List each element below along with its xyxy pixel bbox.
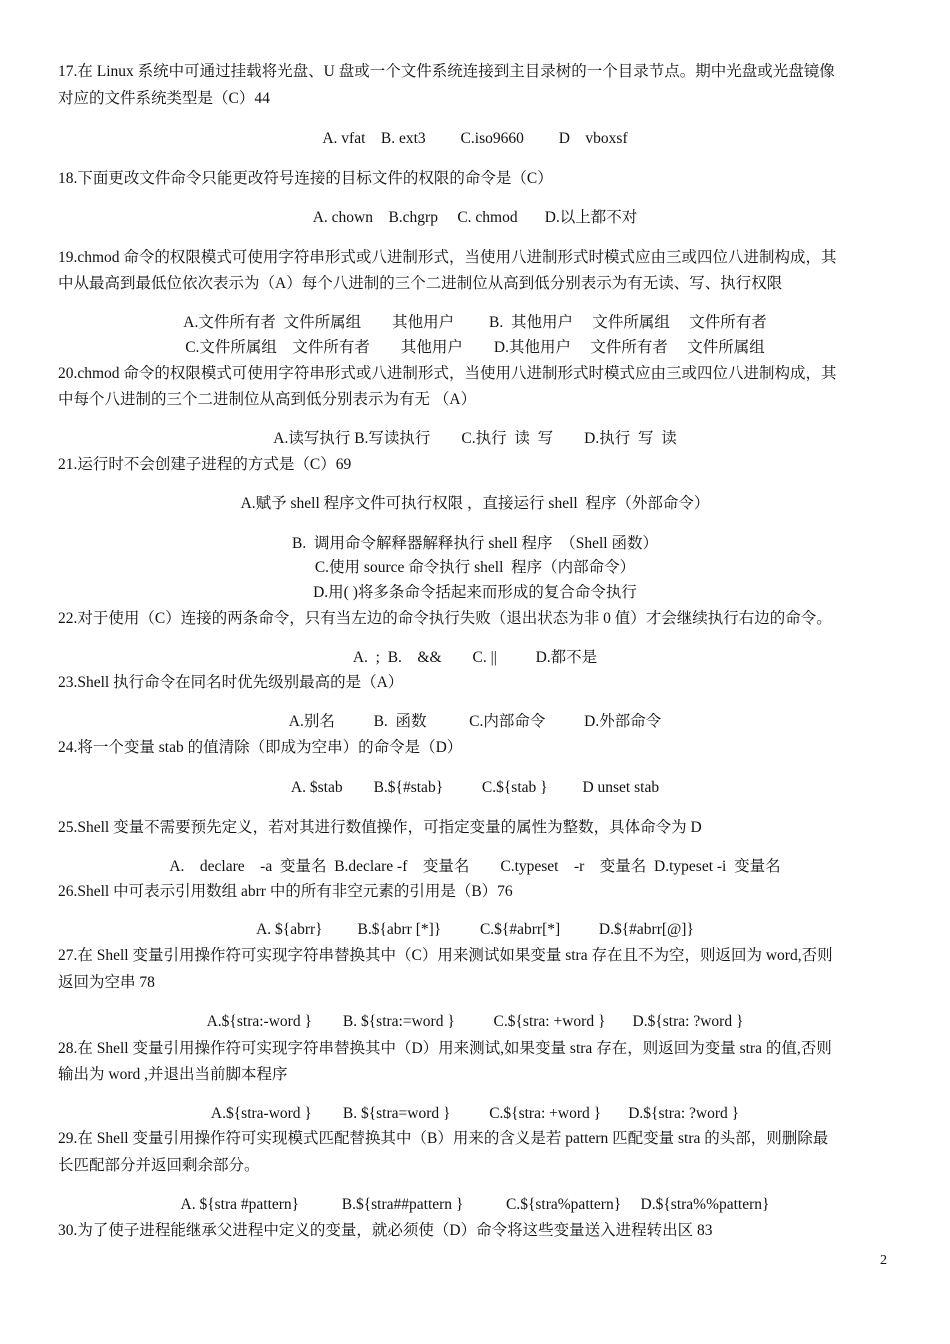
question-27-options: A.${stra:-word } B. ${stra:=word } C.${stra: +word } D.${stra: ?word } [206,1013,744,1030]
question-20-options: A.读写执行 B.写读执行 C.执行 读 写 D.执行 写 读 [273,430,677,447]
question-21: 21.运行时不会创建子进程的方式是（C）69 [58,456,352,473]
question-29-line-1: 29.在 Shell 变量引用操作符可实现模式匹配替换其中（B）用来的含义是若 pattern 匹配变量 stra 的头部，则删除最 [58,1130,829,1147]
question-23-options: A.别名 B. 函数 C.内部命令 D.外部命令 [288,713,662,730]
question-28-line-2: 输出为 word ,并退出当前脚本程序 [58,1066,288,1083]
question-22: 22.对于使用（C）连接的两条命令，只有当左边的命令执行失败（退出状态为非 0 值）才会继续执行右边的命令。 [58,610,832,627]
question-17-line-1: 17.在 Linux 系统中可通过挂载将光盘、U 盘或一个文件系统连接到主目录树的一个目录节点。期中光盘或光盘镜像 [58,63,835,80]
question-19-line-2: 中从最高到最低位依次表示为（A）每个八进制的三个二进制位从高到低分别表示为有无读、写、执行权限 [58,275,783,292]
question-22-options: A. ; B. && C. || D.都不是 [352,649,598,666]
question-17-line-2: 对应的文件系统类型是（C）44 [58,90,270,107]
question-21-option-d: D.用( )将多条命令括起来而形成的复合命令执行 [313,584,637,601]
question-30: 30.为了使子进程能继承父进程中定义的变量，就必须使（D）命令将这些变量送入进程转出区 83 [58,1222,713,1239]
question-25: 25.Shell 变量不需要预先定义，若对其进行数值操作，可指定变量的属性为整数，具体命令为 D [58,819,702,836]
question-29-options: A. ${stra #pattern} B.${stra##pattern } C.${stra%pattern} D.${stra%%pattern} [180,1196,770,1213]
question-28-line-1: 28.在 Shell 变量引用操作符可实现字符串替换其中（D）用来测试,如果变量 stra 存在，则返回为变量 stra 的值,否则 [58,1040,832,1057]
question-20-line-1: 20.chmod 命令的权限模式可使用字符串形式或八进制形式，当使用八进制形式时模式应由三或四位八进制构成，其 [58,365,837,382]
question-29-line-2: 长匹配部分并返回剩余部分。 [58,1157,260,1174]
question-20-line-2: 中每个八进制的三个二进制位从高到低分别表示为有无 （A） [58,391,477,408]
question-19-options-2: C.文件所属组 文件所有者 其他用户 D.其他用户 文件所有者 文件所属组 [185,339,765,356]
question-21-option-c: C.使用 source 命令执行 shell 程序（内部命令） [314,559,636,576]
question-21-option-b: B. 调用命令解释器解释执行 shell 程序 （Shell 函数） [292,535,658,552]
question-24-options: A. $stab B.${#stab} C.${stab } D unset stab [290,779,660,796]
question-18: 18.下面更改文件命令只能更改符号连接的目标文件的权限的命令是（C） [58,170,553,187]
question-27-line-1: 27.在 Shell 变量引用操作符可实现字符串替换其中（C）用来测试如果变量 stra 存在且不为空，则返回为 word,否则 [58,947,833,964]
question-26-options: A. ${abrr} B.${abrr [*]} C.${#abrr[*] D.${#abrr[@]} [256,921,694,938]
question-27-line-2: 返回为空串 78 [58,974,155,991]
question-25-options: A. declare -a 变量名 B.declare -f 变量名 C.typeset -r 变量名 D.typeset -i 变量名 [169,858,781,875]
question-18-options: A. chown B.chgrp C. chmod D.以上都不对 [312,209,638,226]
question-26: 26.Shell 中可表示引用数组 abrr 中的所有非空元素的引用是（B）76 [58,883,513,900]
question-28-options: A.${stra-word } B. ${stra=word } C.${stra: +word } D.${stra: ?word } [210,1105,740,1122]
question-21-option-a: A.赋予 shell 程序文件可执行权限 ，直接运行 shell 程序（外部命令） [240,495,710,512]
question-19-options-1: A.文件所有者 文件所属组 其他用户 B. 其他用户 文件所属组 文件所有者 [183,314,767,331]
question-17-options: A. vfat B. ext3 C.iso9660 D vboxsf [322,130,628,147]
question-19-line-1: 19.chmod 命令的权限模式可使用字符串形式或八进制形式，当使用八进制形式时模式应由三或四位八进制构成，其 [58,249,837,266]
page-number: 2 [880,1253,887,1268]
question-24: 24.将一个变量 stab 的值清除（即成为空串）的命令是（D） [58,739,463,756]
question-23: 23.Shell 执行命令在同名时优先级别最高的是（A） [58,674,404,691]
